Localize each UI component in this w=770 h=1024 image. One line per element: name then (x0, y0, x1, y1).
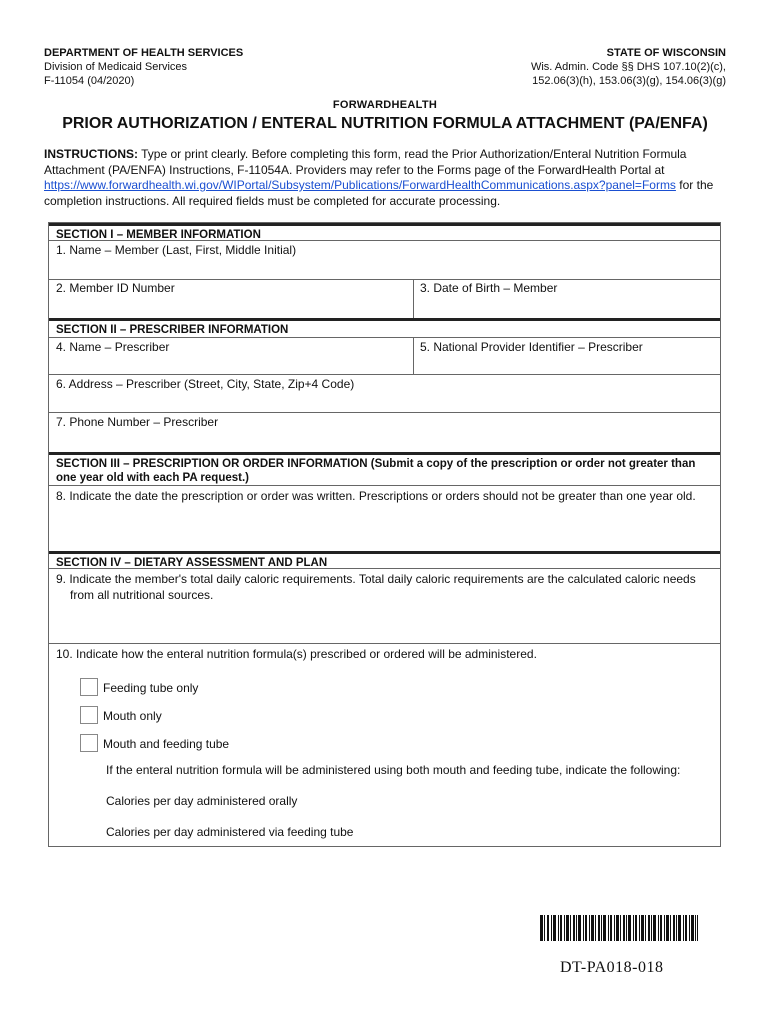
mouth-and-feeding-tube-checkbox[interactable] (80, 734, 98, 752)
page-title: PRIOR AUTHORIZATION / ENTERAL NUTRITION FORMULA ATTACHMENT (PA/ENFA) (62, 115, 708, 132)
section-2-heading: SECTION II – PRESCRIBER INFORMATION (49, 318, 720, 338)
field-1-label: 1. Name – Member (Last, First, Middle Initial) (56, 243, 297, 257)
instructions-text1: Type or print clearly. Before completing this form, read the Prior Authorization/Enteral Nutrition Formula Attachment (PA/ENFA) Instructions, F-11054A. Providers may refer to the Forms page of the ForwardHealth Portal at (44, 147, 687, 177)
calories-oral-label: Calories per day administered orally (106, 794, 298, 808)
division-name: Division of Medicaid Services (44, 61, 188, 73)
instructions-label: INSTRUCTIONS: (44, 147, 138, 161)
section-1-heading: SECTION I – MEMBER INFORMATION (49, 223, 720, 241)
header-left (44, 46, 243, 88)
field-6-label: 6. Address – Prescriber (Street, City, State, Zip+4 Code) (56, 377, 355, 391)
admin-code-line1: Wis. Admin. Code §§ DHS 107.10(2)(c), (530, 61, 726, 73)
field-2-label: 2. Member ID Number (56, 281, 175, 295)
form-id: F-11054 (04/2020) (44, 75, 135, 87)
both-methods-note: If the enteral nutrition formula will be administered using both mouth and feeding tube, indicate the following: (106, 763, 681, 777)
document-tracking-code: DT-PA018-018 (560, 959, 664, 976)
field-3-label: 3. Date of Birth – Member (420, 281, 558, 295)
mouth-and-feeding-tube-label: Mouth and feeding tube (103, 737, 230, 751)
field-9-label (56, 572, 706, 603)
department-name: DEPARTMENT OF HEALTH SERVICES (44, 47, 244, 59)
feeding-tube-only-label: Feeding tube only (103, 681, 199, 695)
form-body (48, 222, 721, 847)
header-right (531, 46, 726, 88)
mouth-only-label: Mouth only (103, 709, 162, 723)
section-4-heading: SECTION IV – DIETARY ASSESSMENT AND PLAN (49, 551, 720, 569)
portal-link[interactable]: https://www.forwardhealth.wi.gov/WIPortal/Subsystem/Publications/ForwardHealthCommunications.aspx?panel=Forms (44, 178, 676, 192)
state-name: STATE OF WISCONSIN (606, 47, 726, 59)
field-8-text: 8. Indicate the date the prescription or order was written. Prescriptions or orders should not be greater than one year old. (56, 489, 696, 503)
feeding-tube-only-checkbox[interactable] (80, 678, 98, 696)
field-8-label (56, 489, 706, 505)
field-10-label: 10. Indicate how the enteral nutrition formula(s) prescribed or ordered will be administered. (56, 647, 537, 661)
barcode (540, 915, 698, 941)
instructions-text2: for the completion instructions. All required fields must be completed for accurate processing. (44, 178, 714, 208)
admin-code-line2: 152.06(3)(h), 153.06(3)(g), 154.06(3)(g) (532, 75, 726, 87)
calories-tube-label: Calories per day administered via feeding tube (106, 825, 354, 839)
agency-title: FORWARDHEALTH (332, 99, 438, 111)
instructions (44, 147, 724, 209)
mouth-only-checkbox[interactable] (80, 706, 98, 724)
field-9-text: 9. Indicate the member's total daily caloric requirements. Total daily caloric requirements are the calculated caloric needs from all nutritional sources. (56, 572, 696, 602)
field-5-label: 5. National Provider Identifier – Prescriber (420, 340, 643, 354)
section-3-heading: SECTION III – PRESCRIPTION OR ORDER INFORMATION (Submit a copy of the prescription or order not greater than one year old with each PA request.) (49, 452, 720, 486)
field-7-label: 7. Phone Number – Prescriber (56, 415, 219, 429)
field-4-label: 4. Name – Prescriber (56, 340, 170, 354)
